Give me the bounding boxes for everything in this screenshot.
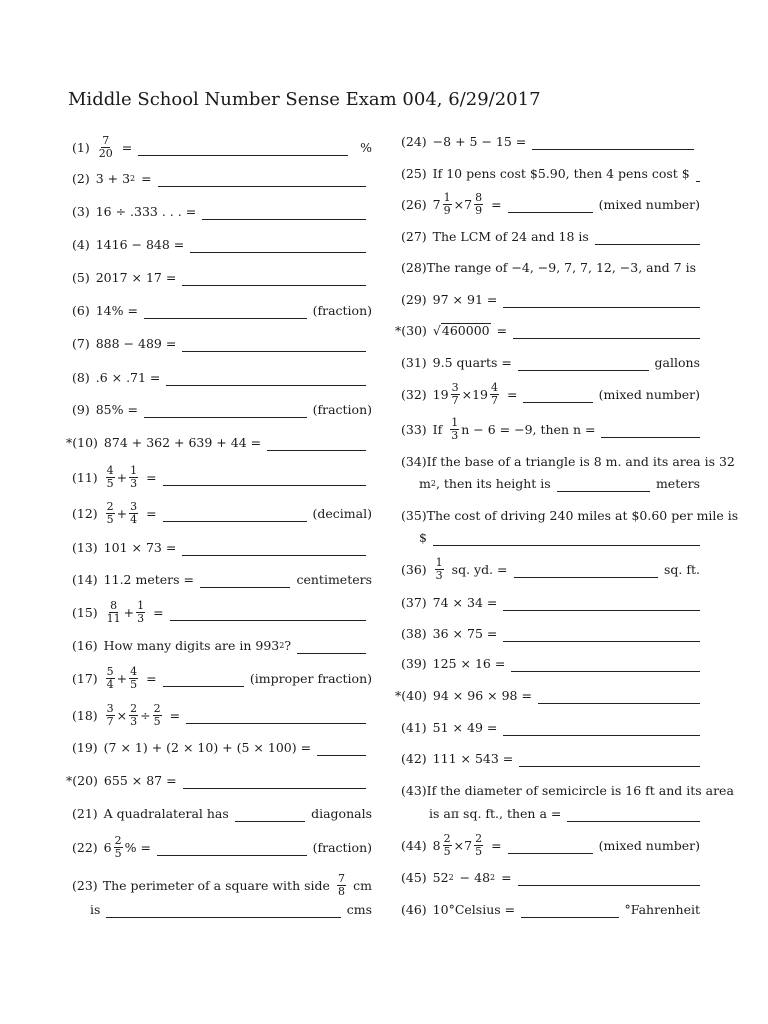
answer-blank-21[interactable] xyxy=(235,809,305,822)
fraction: $\frac{1}{3}$ xyxy=(130,463,138,490)
answer-blank-17[interactable] xyxy=(163,674,244,687)
mixed-number: 7 $\frac{2}{5}$ xyxy=(464,831,483,858)
answer-blank-7[interactable] xyxy=(182,339,366,352)
question-31: (31) 9.5 quarts = gallons xyxy=(401,354,700,370)
answer-blank-25[interactable] xyxy=(696,169,700,182)
mixed-number: 8 $\frac{2}{5}$ xyxy=(432,831,451,858)
answer-blank-14[interactable] xyxy=(200,575,290,588)
question-44: (44) 8 $\frac{2}{5}$ × 7 $\frac{2}{5}$ = (mixed number) xyxy=(401,831,700,858)
answer-blank-19[interactable] xyxy=(317,743,366,756)
question-23: (23) The perimeter of a square with side $\frac{7}{8}$ cm xyxy=(72,871,372,898)
question-19: (19) (7 × 1) + (2 × 10) + (5 × 100) = xyxy=(72,736,372,758)
answer-blank-10[interactable] xyxy=(267,438,366,451)
question-37: (37) 74 × 34 = xyxy=(401,591,700,613)
question-8: (8) .6 × .71 = xyxy=(72,366,372,388)
answer-blank-20[interactable] xyxy=(183,776,366,789)
answer-blank-2[interactable] xyxy=(158,174,366,187)
fraction: $\frac{8}{11}$ xyxy=(106,598,121,625)
question-32: (32) 19 $\frac{3}{7}$ × 19 $\frac{4}{7}$ = (mixed number) xyxy=(401,380,700,407)
answer-blank-24[interactable] xyxy=(532,137,694,150)
answer-blank-6[interactable] xyxy=(144,306,307,319)
exam-title: Middle School Number Sense Exam 004, 6/29/2017 xyxy=(68,89,541,110)
answer-blank-8[interactable] xyxy=(166,373,366,386)
fraction: $\frac{2}{3}$ xyxy=(130,701,138,728)
question-45: (45) 52 2 − 48 2 = xyxy=(401,866,700,888)
answer-blank-41[interactable] xyxy=(503,723,700,736)
question-38: (38) 36 × 75 = xyxy=(401,622,700,644)
fraction: $\frac{1}{3}$ xyxy=(451,415,459,442)
answer-blank-4[interactable] xyxy=(190,240,366,253)
question-26: (26) 7 $\frac{1}{9}$ × 7 $\frac{8}{9}$ = (mixed number) xyxy=(401,190,700,217)
answer-blank-39[interactable] xyxy=(511,659,700,672)
mixed-number: 6 $\frac{2}{5}$ xyxy=(103,833,122,860)
question-21: (21) A quadralateral has diagonals xyxy=(72,805,372,821)
question-33: (33) If $\frac{1}{3}$ n − 6 = −9, then n = xyxy=(401,416,700,442)
answer-blank-11[interactable] xyxy=(163,473,366,486)
question-3: (3) 16 ÷ .333 . . . = xyxy=(72,200,372,222)
answer-blank-30[interactable] xyxy=(513,326,700,339)
answer-blank-36[interactable] xyxy=(514,565,658,578)
answer-blank-37[interactable] xyxy=(503,598,700,611)
question-34: (34) If the base of a triangle is 8 m. and its area is 32 xyxy=(401,453,735,469)
fraction: $\frac{2}{5}$ xyxy=(153,701,161,728)
answer-blank-34[interactable] xyxy=(557,479,650,492)
answer-blank-43[interactable] xyxy=(567,809,700,822)
fraction: $\frac{3}{4}$ xyxy=(130,499,138,526)
question-39: (39) 125 × 16 = xyxy=(401,652,700,674)
answer-blank-45[interactable] xyxy=(518,873,700,886)
question-36: (36) $\frac{1}{3}$ sq. yd. = sq. ft. xyxy=(401,555,700,582)
question-13: (13) 101 × 73 = xyxy=(72,536,372,558)
answer-blank-5[interactable] xyxy=(182,273,366,286)
question-11: (11) $\frac{4}{5}$ + $\frac{1}{3}$ = xyxy=(72,464,372,490)
fraction: $\frac{4}{5}$ xyxy=(130,664,138,691)
fraction: $\frac{3}{7}$ xyxy=(106,701,114,728)
answer-blank-29[interactable] xyxy=(503,295,700,308)
answer-blank-42[interactable] xyxy=(519,754,700,767)
question-10: *(10) 874 + 362 + 639 + 44 = xyxy=(66,431,372,453)
question-15: (15) $\frac{8}{11}$ + $\frac{1}{3}$ = xyxy=(72,599,372,625)
question-24: (24) −8 + 5 − 15 = xyxy=(401,130,700,152)
question-35: (35) The cost of driving 240 miles at $0.60 per mile is xyxy=(401,507,739,523)
question-12: (12) $\frac{2}{5}$ + $\frac{3}{4}$ = (decimal) xyxy=(72,499,372,526)
answer-blank-38[interactable] xyxy=(503,629,700,642)
question-42: (42) 111 × 543 = xyxy=(401,747,700,769)
answer-blank-44[interactable] xyxy=(508,841,593,854)
question-20: *(20) 655 × 87 = xyxy=(66,769,372,791)
answer-blank-35[interactable] xyxy=(433,533,700,546)
mixed-number: 7 $\frac{8}{9}$ xyxy=(464,190,483,217)
question-18: (18) $\frac{3}{7}$ × $\frac{2}{3}$ ÷ $\frac{2}{5}$ = xyxy=(72,702,372,728)
answer-blank-9[interactable] xyxy=(144,405,307,418)
question-6: (6) 14% = (fraction) xyxy=(72,302,372,318)
answer-blank-13[interactable] xyxy=(182,543,366,556)
fraction: $\frac{2}{5}$ xyxy=(106,499,114,526)
answer-blank-18[interactable] xyxy=(186,711,366,724)
fraction: $\frac{7}{8}$ xyxy=(338,871,346,898)
question-9: (9) 85% = (fraction) xyxy=(72,401,372,417)
question-14: (14) 11.2 meters = centimeters xyxy=(72,571,372,587)
answer-blank-22[interactable] xyxy=(157,843,307,856)
question-30: *(30) √ 460000 = xyxy=(395,319,700,341)
answer-blank-40[interactable] xyxy=(538,691,700,704)
question-25: (25) If 10 pens cost $5.90, then 4 pens cost $ xyxy=(401,162,700,184)
question-4: (4) 1416 − 848 = xyxy=(72,233,372,255)
question-34-line2: m 2 , then its height is meters xyxy=(419,475,700,491)
fraction: $\frac{4}{5}$ xyxy=(106,463,114,490)
answer-blank-3[interactable] xyxy=(202,207,366,220)
answer-blank-23[interactable] xyxy=(106,905,340,918)
mixed-number: 7 $\frac{1}{9}$ xyxy=(432,190,451,217)
mixed-number: 19 $\frac{3}{7}$ xyxy=(432,380,459,407)
question-7: (7) 888 − 489 = xyxy=(72,332,372,354)
fraction: $\frac{5}{4}$ xyxy=(106,664,114,691)
question-28: (28) The range of −4, −9, 7, 7, 12, −3, and 7 is xyxy=(401,259,696,275)
question-23-line2: is cms xyxy=(90,901,372,917)
question-43-line2: is aπ sq. ft., then a = xyxy=(429,802,700,824)
fraction: $\frac{7}{20}$ xyxy=(98,133,113,160)
answer-blank-12[interactable] xyxy=(163,509,307,522)
fraction: $\frac{1}{3}$ xyxy=(435,555,443,582)
question-35-line2: $ xyxy=(419,526,700,548)
question-1: (1) $\frac{7}{20}$ = % xyxy=(72,133,372,160)
question-27: (27) The LCM of 24 and 18 is xyxy=(401,225,700,247)
question-22: (22) 6 $\frac{2}{5}$ % = (fraction) xyxy=(72,833,372,860)
question-43: (43) If the diameter of semicircle is 16 ft and its area xyxy=(401,782,734,798)
fraction: $\frac{1}{3}$ xyxy=(137,598,145,625)
question-40: *(40) 94 × 96 × 98 = xyxy=(395,684,700,706)
answer-blank-32[interactable] xyxy=(523,390,592,403)
mixed-number: 19 $\frac{4}{7}$ xyxy=(472,380,498,407)
answer-blank-1[interactable] xyxy=(138,143,348,156)
answer-blank-31[interactable] xyxy=(518,358,649,371)
question-46: (46) 10°Celsius = °Fahrenheit xyxy=(401,901,700,917)
question-2: (2) 3 + 3 2 = xyxy=(72,167,372,189)
answer-blank-15[interactable] xyxy=(170,608,366,621)
answer-blank-33[interactable] xyxy=(601,425,700,438)
square-root: √ 460000 xyxy=(432,322,490,338)
answer-blank-46[interactable] xyxy=(521,905,618,918)
question-5: (5) 2017 × 17 = xyxy=(72,266,372,288)
answer-blank-26[interactable] xyxy=(508,200,593,213)
question-29: (29) 97 × 91 = xyxy=(401,288,700,310)
question-16: (16) How many digits are in 993 2 ? xyxy=(72,634,372,656)
answer-blank-27[interactable] xyxy=(595,232,700,245)
question-17: (17) $\frac{5}{4}$ + $\frac{4}{5}$ = (improper fraction) xyxy=(72,664,372,691)
answer-blank-16[interactable] xyxy=(297,641,366,654)
question-41: (41) 51 × 49 = xyxy=(401,716,700,738)
